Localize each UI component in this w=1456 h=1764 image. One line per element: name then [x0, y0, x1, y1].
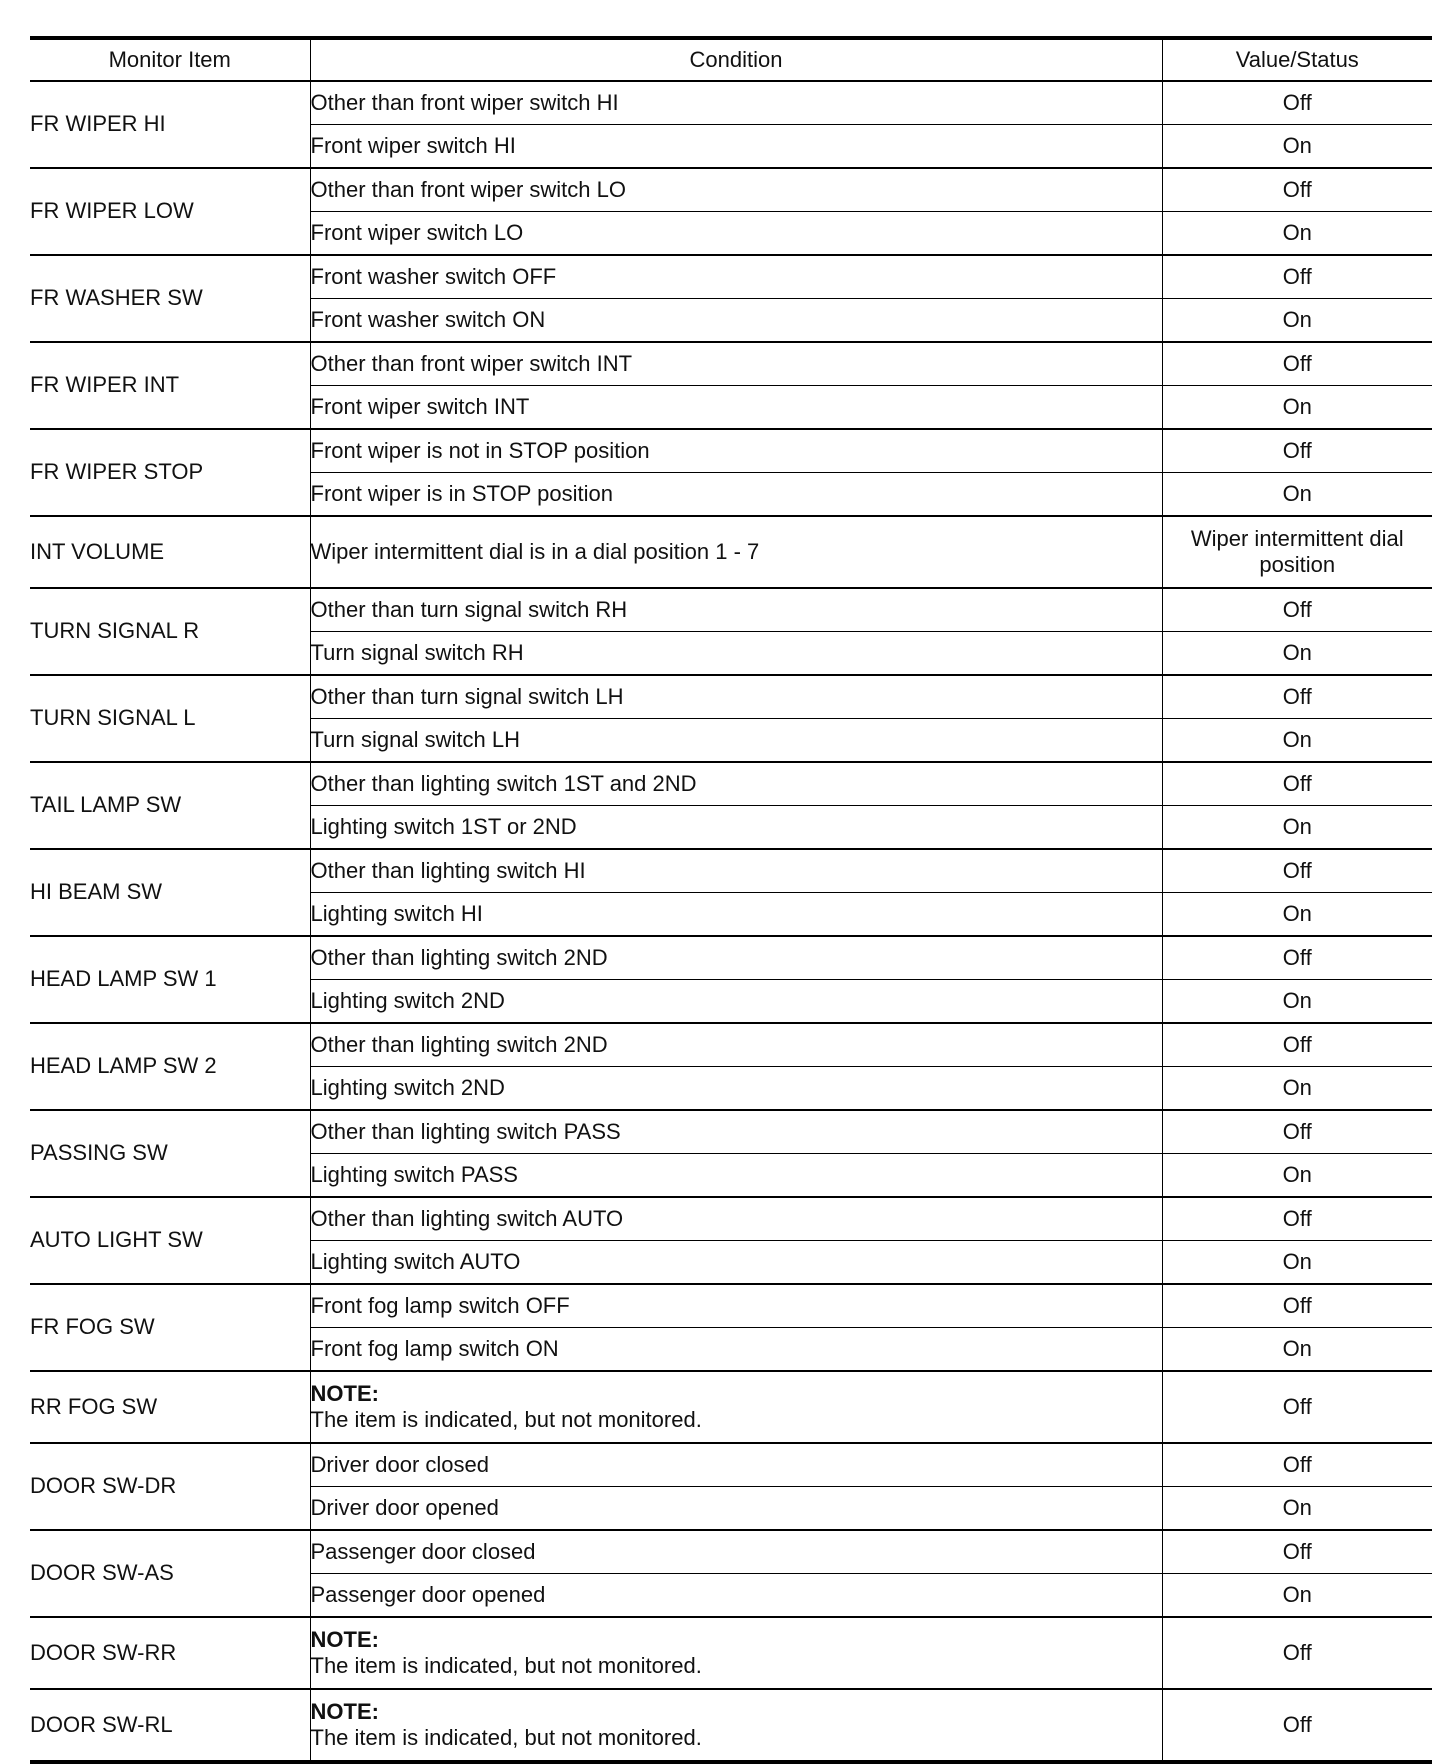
value-status-cell: Wiper intermittent dial position — [1162, 516, 1432, 588]
table-header — [30, 38, 1432, 81]
value-status-cell: Off — [1162, 255, 1432, 299]
table-row — [30, 168, 1432, 212]
monitor-item-cell: DOOR SW-RL — [30, 1689, 310, 1762]
condition-cell: Other than lighting switch 2ND — [310, 936, 1162, 980]
table-row — [30, 1110, 1432, 1154]
note-label: NOTE: — [310, 1380, 379, 1406]
condition-cell: Other than lighting switch PASS — [310, 1110, 1162, 1154]
table-row — [30, 588, 1432, 632]
monitor-item-cell: TURN SIGNAL L — [30, 675, 310, 762]
note-text: The item is indicated, but not monitored. — [310, 1725, 702, 1750]
header-row — [30, 38, 1432, 81]
monitor-item-cell: FR WIPER INT — [30, 342, 310, 429]
value-status-cell: On — [1162, 1154, 1432, 1198]
table-row — [30, 1617, 1432, 1689]
note-text: The item is indicated, but not monitored. — [310, 1407, 702, 1432]
table-row — [30, 1197, 1432, 1241]
condition-cell: Wiper intermittent dial is in a dial position 1 - 7 — [310, 516, 1162, 588]
condition-cell: Turn signal switch RH — [310, 632, 1162, 676]
value-status-cell: On — [1162, 1487, 1432, 1531]
value-status-cell: Off — [1162, 588, 1432, 632]
condition-cell: Other than lighting switch HI — [310, 849, 1162, 893]
condition-cell: Other than lighting switch 1ST and 2ND — [310, 762, 1162, 806]
value-status-cell: On — [1162, 1067, 1432, 1111]
table-row — [30, 849, 1432, 893]
monitor-item-cell: FR WASHER SW — [30, 255, 310, 342]
monitor-item-cell: HEAD LAMP SW 1 — [30, 936, 310, 1023]
monitor-item-cell: DOOR SW-DR — [30, 1443, 310, 1530]
monitor-item-cell: TURN SIGNAL R — [30, 588, 310, 675]
table-row — [30, 255, 1432, 299]
monitor-item-cell: FR FOG SW — [30, 1284, 310, 1371]
condition-cell: Passenger door closed — [310, 1530, 1162, 1574]
value-status-cell: Off — [1162, 1443, 1432, 1487]
monitor-item-cell: HI BEAM SW — [30, 849, 310, 936]
condition-cell: Other than lighting switch 2ND — [310, 1023, 1162, 1067]
value-status-cell: Off — [1162, 342, 1432, 386]
value-status-cell: Off — [1162, 429, 1432, 473]
condition-cell: Lighting switch AUTO — [310, 1241, 1162, 1285]
table-row — [30, 1284, 1432, 1328]
header-value-status: Value/Status — [1162, 38, 1432, 81]
condition-cell: Front fog lamp switch ON — [310, 1328, 1162, 1372]
condition-cell: Front washer switch OFF — [310, 255, 1162, 299]
table-row — [30, 429, 1432, 473]
condition-cell: Other than turn signal switch RH — [310, 588, 1162, 632]
value-status-cell: On — [1162, 212, 1432, 256]
header-condition: Condition — [310, 38, 1162, 81]
condition-cell: Lighting switch 2ND — [310, 980, 1162, 1024]
condition-cell: Front fog lamp switch OFF — [310, 1284, 1162, 1328]
condition-cell: Front washer switch ON — [310, 299, 1162, 343]
value-status-cell: On — [1162, 473, 1432, 517]
table-row — [30, 516, 1432, 588]
value-status-cell: Off — [1162, 1023, 1432, 1067]
monitor-item-cell: FR WIPER HI — [30, 81, 310, 168]
value-status-cell: Off — [1162, 81, 1432, 125]
table-row — [30, 675, 1432, 719]
condition-cell: Front wiper switch LO — [310, 212, 1162, 256]
condition-cell: Driver door closed — [310, 1443, 1162, 1487]
value-status-cell: Off — [1162, 936, 1432, 980]
condition-cell: Lighting switch 1ST or 2ND — [310, 806, 1162, 850]
value-status-cell: On — [1162, 632, 1432, 676]
monitor-item-cell: RR FOG SW — [30, 1371, 310, 1443]
monitor-item-cell: FR WIPER STOP — [30, 429, 310, 516]
value-status-cell: Off — [1162, 1284, 1432, 1328]
note-label: NOTE: — [310, 1626, 379, 1652]
monitor-item-cell: DOOR SW-AS — [30, 1530, 310, 1617]
condition-cell — [310, 1689, 1162, 1762]
monitor-item-cell: AUTO LIGHT SW — [30, 1197, 310, 1284]
value-status-cell: On — [1162, 806, 1432, 850]
header-monitor-item: Monitor Item — [30, 38, 310, 81]
table-row — [30, 762, 1432, 806]
monitor-item-cell: INT VOLUME — [30, 516, 310, 588]
table-row — [30, 1443, 1432, 1487]
value-status-cell: Off — [1162, 1371, 1432, 1443]
condition-cell: Lighting switch HI — [310, 893, 1162, 937]
value-status-cell: On — [1162, 125, 1432, 169]
condition-cell: Other than front wiper switch HI — [310, 81, 1162, 125]
condition-cell: Driver door opened — [310, 1487, 1162, 1531]
table-row — [30, 342, 1432, 386]
table-row — [30, 81, 1432, 125]
note-label: NOTE: — [310, 1698, 379, 1724]
condition-cell: Front wiper switch HI — [310, 125, 1162, 169]
value-status-cell: On — [1162, 1574, 1432, 1618]
value-status-cell: Off — [1162, 168, 1432, 212]
table-row — [30, 1689, 1432, 1762]
table-row — [30, 1023, 1432, 1067]
value-status-cell: Off — [1162, 675, 1432, 719]
condition-cell: Other than front wiper switch INT — [310, 342, 1162, 386]
condition-cell — [310, 1371, 1162, 1443]
condition-cell: Front wiper is in STOP position — [310, 473, 1162, 517]
value-status-cell: On — [1162, 893, 1432, 937]
condition-cell: Lighting switch 2ND — [310, 1067, 1162, 1111]
condition-cell: Front wiper is not in STOP position — [310, 429, 1162, 473]
value-status-cell: On — [1162, 386, 1432, 430]
monitor-item-cell: DOOR SW-RR — [30, 1617, 310, 1689]
table-row — [30, 1371, 1432, 1443]
monitor-item-table — [30, 36, 1432, 1764]
value-status-cell: Off — [1162, 762, 1432, 806]
monitor-item-cell: HEAD LAMP SW 2 — [30, 1023, 310, 1110]
value-status-cell: Off — [1162, 1617, 1432, 1689]
table-row — [30, 936, 1432, 980]
condition-cell: Passenger door opened — [310, 1574, 1162, 1618]
value-status-cell: Off — [1162, 849, 1432, 893]
value-status-cell: On — [1162, 719, 1432, 763]
condition-cell: Other than front wiper switch LO — [310, 168, 1162, 212]
value-status-cell: On — [1162, 980, 1432, 1024]
value-status-cell: On — [1162, 1241, 1432, 1285]
note-text: The item is indicated, but not monitored. — [310, 1653, 702, 1678]
condition-cell: Other than turn signal switch LH — [310, 675, 1162, 719]
condition-cell: Other than lighting switch AUTO — [310, 1197, 1162, 1241]
monitor-item-cell: PASSING SW — [30, 1110, 310, 1197]
table-body — [30, 81, 1432, 1762]
monitor-item-cell: FR WIPER LOW — [30, 168, 310, 255]
value-status-cell: On — [1162, 1328, 1432, 1372]
value-status-cell: Off — [1162, 1530, 1432, 1574]
condition-cell: Turn signal switch LH — [310, 719, 1162, 763]
table-row — [30, 1530, 1432, 1574]
condition-cell: Lighting switch PASS — [310, 1154, 1162, 1198]
value-status-cell: On — [1162, 299, 1432, 343]
value-status-cell: Off — [1162, 1689, 1432, 1762]
value-status-cell: Off — [1162, 1110, 1432, 1154]
monitor-item-cell: TAIL LAMP SW — [30, 762, 310, 849]
condition-cell — [310, 1617, 1162, 1689]
condition-cell: Front wiper switch INT — [310, 386, 1162, 430]
value-status-cell: Off — [1162, 1197, 1432, 1241]
